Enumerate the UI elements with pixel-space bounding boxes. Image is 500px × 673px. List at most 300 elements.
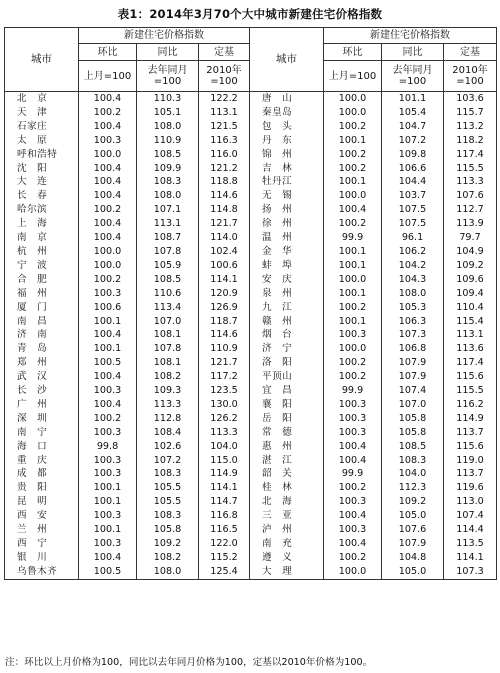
left-mom-cell: 100.3 — [79, 384, 137, 398]
left-base-cell: 121.5 — [199, 120, 250, 134]
left-base-cell: 116.8 — [199, 509, 250, 523]
left-mom-cell: 100.4 — [79, 231, 137, 245]
table-row — [5, 245, 497, 259]
left-city-cell: 呼和浩特 — [5, 148, 79, 162]
table-row — [5, 398, 497, 412]
right-mom-cell: 100.0 — [324, 273, 382, 287]
right-mom-cell: 100.4 — [324, 203, 382, 217]
right-mom-cell: 99.9 — [324, 384, 382, 398]
right-mom-cell: 100.2 — [324, 217, 382, 231]
right-city-cell: 包 头 — [250, 120, 324, 134]
right-base-cell: 114.4 — [444, 523, 497, 537]
right-mom-cell: 100.1 — [324, 287, 382, 301]
right-mom-cell: 100.2 — [324, 481, 382, 495]
right-base-cell: 112.7 — [444, 203, 497, 217]
left-yoy-cell: 110.6 — [137, 287, 199, 301]
right-base-cell: 118.2 — [444, 134, 497, 148]
right-mom-cell: 100.1 — [324, 134, 382, 148]
left-yoy-cell: 107.2 — [137, 454, 199, 468]
right-base-cell: 109.6 — [444, 273, 497, 287]
right-yoy-cell: 107.9 — [382, 537, 444, 551]
table-row — [5, 384, 497, 398]
right-base-cell: 107.6 — [444, 189, 497, 203]
left-mom-cell: 100.4 — [79, 551, 137, 565]
right-yoy-cell: 104.2 — [382, 259, 444, 273]
left-base-cell: 114.0 — [199, 231, 250, 245]
right-mom-cell: 99.9 — [324, 231, 382, 245]
left-city-cell: 福 州 — [5, 287, 79, 301]
right-base-cell: 115.7 — [444, 106, 497, 120]
right-yoy-cell: 107.5 — [382, 203, 444, 217]
right-yoy-cell: 108.5 — [382, 440, 444, 454]
right-base-cell: 113.7 — [444, 426, 497, 440]
right-mom-cell: 100.3 — [324, 495, 382, 509]
table-row — [5, 454, 497, 468]
right-base-cell: 113.3 — [444, 175, 497, 189]
left-yoy-cell: 110.3 — [137, 92, 199, 106]
right-base-cell: 119.0 — [444, 454, 497, 468]
left-yoy-cell: 110.9 — [137, 134, 199, 148]
left-city-cell: 银 川 — [5, 551, 79, 565]
left-city-cell: 宁 波 — [5, 259, 79, 273]
right-city-cell: 锦 州 — [250, 148, 324, 162]
table-row — [5, 537, 497, 551]
left-mom-cell: 100.0 — [79, 148, 137, 162]
right-yoy-cell: 106.6 — [382, 162, 444, 176]
left-base-cell: 123.5 — [199, 384, 250, 398]
left-city-cell: 济 南 — [5, 328, 79, 342]
right-base-cell: 113.5 — [444, 537, 497, 551]
table-row — [5, 120, 497, 134]
table-row — [5, 551, 497, 565]
right-base-cell: 115.5 — [444, 384, 497, 398]
yoy-header-left: 同比 — [137, 44, 199, 61]
right-city-cell: 蚌 埠 — [250, 259, 324, 273]
left-city-cell: 兰 州 — [5, 523, 79, 537]
right-mom-cell: 100.2 — [324, 370, 382, 384]
city-header-right: 城市 — [250, 28, 324, 92]
right-mom-cell: 100.2 — [324, 148, 382, 162]
right-yoy-cell: 101.1 — [382, 92, 444, 106]
yoy-header-right: 同比 — [382, 44, 444, 61]
left-yoy-cell: 102.6 — [137, 440, 199, 454]
left-yoy-cell: 108.3 — [137, 175, 199, 189]
table-row — [5, 426, 497, 440]
table-row — [5, 301, 497, 315]
table-row — [5, 342, 497, 356]
left-city-cell: 大 连 — [5, 175, 79, 189]
right-yoy-cell: 105.0 — [382, 509, 444, 523]
right-city-cell: 安 庆 — [250, 273, 324, 287]
left-city-cell: 北 京 — [5, 92, 79, 106]
left-base-cell: 114.6 — [199, 189, 250, 203]
right-base-cell: 114.9 — [444, 412, 497, 426]
left-yoy-cell: 109.3 — [137, 384, 199, 398]
right-base-cell: 109.4 — [444, 287, 497, 301]
right-city-cell: 烟 台 — [250, 328, 324, 342]
right-mom-cell: 100.3 — [324, 523, 382, 537]
right-city-cell: 惠 州 — [250, 440, 324, 454]
price-index-table — [4, 27, 497, 580]
left-mom-cell: 100.0 — [79, 245, 137, 259]
left-city-cell: 沈 阳 — [5, 162, 79, 176]
left-base-cell: 121.2 — [199, 162, 250, 176]
left-mom-cell: 99.8 — [79, 440, 137, 454]
right-base-cell: 107.4 — [444, 509, 497, 523]
left-yoy-cell: 108.3 — [137, 467, 199, 481]
left-yoy-cell: 107.0 — [137, 315, 199, 329]
right-base-cell: 113.2 — [444, 120, 497, 134]
right-city-cell: 无 锡 — [250, 189, 324, 203]
right-city-cell: 襄 阳 — [250, 398, 324, 412]
table-row — [5, 370, 497, 384]
table-row — [5, 440, 497, 454]
right-yoy-cell: 107.0 — [382, 398, 444, 412]
left-base-cell: 114.6 — [199, 328, 250, 342]
right-yoy-cell: 104.7 — [382, 120, 444, 134]
table-row — [5, 162, 497, 176]
right-mom-cell: 100.2 — [324, 356, 382, 370]
left-base-cell: 114.1 — [199, 273, 250, 287]
left-mom-cell: 100.5 — [79, 356, 137, 370]
right-base-cell: 107.3 — [444, 565, 497, 579]
left-mom-cell: 100.6 — [79, 301, 137, 315]
right-base-cell: 113.0 — [444, 495, 497, 509]
right-yoy-cell: 107.2 — [382, 134, 444, 148]
index-group-header-right: 新建住宅价格指数 — [324, 28, 497, 44]
left-city-cell: 西 宁 — [5, 537, 79, 551]
right-mom-cell: 100.3 — [324, 412, 382, 426]
right-yoy-cell: 104.8 — [382, 551, 444, 565]
right-base-cell: 113.1 — [444, 328, 497, 342]
left-base-cell: 110.9 — [199, 342, 250, 356]
left-yoy-cell: 107.8 — [137, 245, 199, 259]
right-yoy-cell: 107.5 — [382, 217, 444, 231]
right-city-cell: 三 亚 — [250, 509, 324, 523]
mom-header-left: 环比 — [79, 44, 137, 61]
left-city-cell: 西 安 — [5, 509, 79, 523]
table-row — [5, 467, 497, 481]
right-yoy-cell: 107.3 — [382, 328, 444, 342]
right-yoy-cell: 108.3 — [382, 454, 444, 468]
right-mom-cell: 100.0 — [324, 189, 382, 203]
right-yoy-cell: 107.9 — [382, 370, 444, 384]
city-header-left: 城市 — [5, 28, 79, 92]
mom-header-right: 环比 — [324, 44, 382, 61]
left-city-cell: 乌鲁木齐 — [5, 565, 79, 579]
left-base-cell: 117.2 — [199, 370, 250, 384]
left-city-cell: 昆 明 — [5, 495, 79, 509]
right-yoy-cell: 107.4 — [382, 384, 444, 398]
left-city-cell: 南 京 — [5, 231, 79, 245]
right-yoy-cell: 104.4 — [382, 175, 444, 189]
table-row — [5, 106, 497, 120]
right-base-cell: 104.9 — [444, 245, 497, 259]
left-base-cell: 115.2 — [199, 551, 250, 565]
right-base-cell: 113.6 — [444, 342, 497, 356]
table-row — [5, 231, 497, 245]
right-city-cell: 赣 州 — [250, 315, 324, 329]
left-mom-cell: 100.4 — [79, 189, 137, 203]
left-mom-cell: 100.3 — [79, 509, 137, 523]
table-row — [5, 273, 497, 287]
right-city-cell: 牡丹江 — [250, 175, 324, 189]
left-yoy-cell: 108.5 — [137, 148, 199, 162]
left-mom-cell: 100.3 — [79, 287, 137, 301]
right-city-cell: 丹 东 — [250, 134, 324, 148]
right-base-cell: 117.4 — [444, 356, 497, 370]
left-base-cell: 116.3 — [199, 134, 250, 148]
right-yoy-cell: 108.0 — [382, 287, 444, 301]
left-base-cell: 113.3 — [199, 426, 250, 440]
left-city-cell: 天 津 — [5, 106, 79, 120]
left-mom-cell: 100.3 — [79, 454, 137, 468]
left-yoy-cell: 108.2 — [137, 551, 199, 565]
right-mom-cell: 100.4 — [324, 537, 382, 551]
left-base-cell: 104.0 — [199, 440, 250, 454]
right-city-cell: 泉 州 — [250, 287, 324, 301]
right-yoy-cell: 104.3 — [382, 273, 444, 287]
right-base-cell: 117.4 — [444, 148, 497, 162]
right-mom-cell: 100.2 — [324, 162, 382, 176]
table-row — [5, 175, 497, 189]
right-yoy-cell: 105.3 — [382, 301, 444, 315]
right-city-cell: 宜 昌 — [250, 384, 324, 398]
table-row — [5, 92, 497, 106]
left-yoy-cell: 108.0 — [137, 120, 199, 134]
left-base-cell: 113.1 — [199, 106, 250, 120]
right-city-cell: 遵 义 — [250, 551, 324, 565]
right-base-cell: 119.6 — [444, 481, 497, 495]
left-city-cell: 海 口 — [5, 440, 79, 454]
right-yoy-cell: 103.7 — [382, 189, 444, 203]
left-mom-cell: 100.4 — [79, 217, 137, 231]
table-row — [5, 509, 497, 523]
right-city-cell: 大 理 — [250, 565, 324, 579]
right-base-cell: 114.1 — [444, 551, 497, 565]
left-yoy-cell: 105.5 — [137, 481, 199, 495]
left-base-cell: 100.6 — [199, 259, 250, 273]
right-base-cell: 109.2 — [444, 259, 497, 273]
right-city-cell: 九 江 — [250, 301, 324, 315]
right-yoy-cell: 106.3 — [382, 315, 444, 329]
table-row — [5, 287, 497, 301]
left-mom-cell: 100.0 — [79, 259, 137, 273]
index-group-header-left: 新建住宅价格指数 — [79, 28, 250, 44]
left-mom-cell: 100.1 — [79, 523, 137, 537]
right-mom-cell: 100.0 — [324, 342, 382, 356]
left-yoy-cell: 108.0 — [137, 565, 199, 579]
left-city-cell: 广 州 — [5, 398, 79, 412]
left-city-cell: 成 都 — [5, 467, 79, 481]
table-row — [5, 134, 497, 148]
right-mom-cell: 100.4 — [324, 454, 382, 468]
left-yoy-cell: 108.1 — [137, 356, 199, 370]
right-city-cell: 济 宁 — [250, 342, 324, 356]
table-title: 表1：2014年3月70个大中城市新建住宅价格指数 — [117, 7, 383, 21]
right-yoy-cell: 105.8 — [382, 426, 444, 440]
right-city-cell: 平顶山 — [250, 370, 324, 384]
left-base-cell: 114.8 — [199, 203, 250, 217]
left-yoy-cell: 108.1 — [137, 328, 199, 342]
left-base-cell: 126.9 — [199, 301, 250, 315]
left-mom-cell: 100.4 — [79, 162, 137, 176]
left-yoy-cell: 112.8 — [137, 412, 199, 426]
right-mom-cell: 100.1 — [324, 259, 382, 273]
left-base-cell: 116.5 — [199, 523, 250, 537]
right-mom-cell: 100.2 — [324, 551, 382, 565]
table-header — [5, 28, 497, 92]
right-yoy-cell: 106.8 — [382, 342, 444, 356]
left-yoy-cell: 105.5 — [137, 495, 199, 509]
left-city-cell: 南 昌 — [5, 315, 79, 329]
right-base-cell: 113.9 — [444, 217, 497, 231]
left-yoy-cell: 113.1 — [137, 217, 199, 231]
right-city-cell: 桂 林 — [250, 481, 324, 495]
left-mom-cell: 100.2 — [79, 273, 137, 287]
right-mom-cell: 100.1 — [324, 315, 382, 329]
right-yoy-cell: 105.0 — [382, 565, 444, 579]
left-city-cell: 厦 门 — [5, 301, 79, 315]
right-base-cell: 113.7 — [444, 467, 497, 481]
left-base-cell: 116.0 — [199, 148, 250, 162]
left-base-cell: 102.4 — [199, 245, 250, 259]
table-row — [5, 203, 497, 217]
right-city-cell: 秦皇岛 — [250, 106, 324, 120]
left-base-cell: 122.2 — [199, 92, 250, 106]
right-mom-cell: 100.2 — [324, 301, 382, 315]
right-mom-cell: 100.4 — [324, 509, 382, 523]
left-mom-cell: 100.3 — [79, 467, 137, 481]
mom-base-right: 上月=100 — [324, 61, 382, 92]
left-base-cell: 114.1 — [199, 481, 250, 495]
right-base-cell: 115.6 — [444, 370, 497, 384]
left-mom-cell: 100.4 — [79, 120, 137, 134]
left-mom-cell: 100.5 — [79, 565, 137, 579]
table-row — [5, 148, 497, 162]
left-yoy-cell: 108.4 — [137, 426, 199, 440]
left-city-cell: 郑 州 — [5, 356, 79, 370]
right-yoy-cell: 105.8 — [382, 412, 444, 426]
left-base-cell: 118.7 — [199, 315, 250, 329]
left-yoy-cell: 108.3 — [137, 509, 199, 523]
table-row — [5, 189, 497, 203]
left-city-cell: 上 海 — [5, 217, 79, 231]
left-city-cell: 青 岛 — [5, 342, 79, 356]
left-yoy-cell: 105.8 — [137, 523, 199, 537]
left-yoy-cell: 108.0 — [137, 189, 199, 203]
table-row — [5, 328, 497, 342]
left-yoy-cell: 109.9 — [137, 162, 199, 176]
left-yoy-cell: 105.9 — [137, 259, 199, 273]
left-mom-cell: 100.4 — [79, 175, 137, 189]
table-row — [5, 259, 497, 273]
left-base-cell: 118.8 — [199, 175, 250, 189]
right-city-cell: 唐 山 — [250, 92, 324, 106]
left-yoy-cell: 113.4 — [137, 301, 199, 315]
left-mom-cell: 100.1 — [79, 481, 137, 495]
base-header-right: 定基 — [444, 44, 497, 61]
left-city-cell: 南 宁 — [5, 426, 79, 440]
right-mom-cell: 100.2 — [324, 120, 382, 134]
left-mom-cell: 100.1 — [79, 315, 137, 329]
left-base-cell: 121.7 — [199, 356, 250, 370]
left-city-cell: 武 汉 — [5, 370, 79, 384]
base-base-right: 2010年=100 — [444, 61, 497, 92]
right-mom-cell: 100.3 — [324, 426, 382, 440]
left-city-cell: 石家庄 — [5, 120, 79, 134]
left-mom-cell: 100.3 — [79, 426, 137, 440]
right-city-cell: 韶 关 — [250, 467, 324, 481]
right-mom-cell: 100.1 — [324, 245, 382, 259]
mom-base-left: 上月=100 — [79, 61, 137, 92]
table-row — [5, 217, 497, 231]
left-city-cell: 贵 阳 — [5, 481, 79, 495]
right-yoy-cell: 109.2 — [382, 495, 444, 509]
left-yoy-cell: 113.3 — [137, 398, 199, 412]
right-yoy-cell: 112.3 — [382, 481, 444, 495]
left-mom-cell: 100.1 — [79, 342, 137, 356]
left-base-cell: 122.0 — [199, 537, 250, 551]
right-mom-cell: 99.9 — [324, 467, 382, 481]
base-base-left: 2010年=100 — [199, 61, 250, 92]
yoy-base-right: 去年同月=100 — [382, 61, 444, 92]
left-yoy-cell: 107.8 — [137, 342, 199, 356]
left-mom-cell: 100.2 — [79, 106, 137, 120]
table-row — [5, 412, 497, 426]
right-city-cell: 吉 林 — [250, 162, 324, 176]
right-city-cell: 南 充 — [250, 537, 324, 551]
base-header-left: 定基 — [199, 44, 250, 61]
left-mom-cell: 100.2 — [79, 412, 137, 426]
right-city-cell: 湛 江 — [250, 454, 324, 468]
table-row — [5, 495, 497, 509]
right-base-cell: 116.2 — [444, 398, 497, 412]
right-city-cell: 常 德 — [250, 426, 324, 440]
left-base-cell: 114.7 — [199, 495, 250, 509]
right-mom-cell: 100.0 — [324, 565, 382, 579]
yoy-base-left: 去年同月=100 — [137, 61, 199, 92]
right-city-cell: 洛 阳 — [250, 356, 324, 370]
right-base-cell: 110.4 — [444, 301, 497, 315]
table-row — [5, 565, 497, 579]
left-base-cell: 120.9 — [199, 287, 250, 301]
left-city-cell: 太 原 — [5, 134, 79, 148]
table-body — [5, 92, 497, 580]
left-yoy-cell: 105.1 — [137, 106, 199, 120]
left-mom-cell: 100.4 — [79, 370, 137, 384]
right-city-cell: 徐 州 — [250, 217, 324, 231]
footnote: 注：环比以上月价格为100，同比以去年同月价格为100，定基以2010年价格为100。 — [5, 657, 373, 668]
left-city-cell: 长 春 — [5, 189, 79, 203]
left-mom-cell: 100.2 — [79, 203, 137, 217]
right-mom-cell: 100.3 — [324, 328, 382, 342]
right-city-cell: 泸 州 — [250, 523, 324, 537]
left-yoy-cell: 108.7 — [137, 231, 199, 245]
left-yoy-cell: 108.2 — [137, 370, 199, 384]
right-city-cell: 金 华 — [250, 245, 324, 259]
left-mom-cell: 100.3 — [79, 134, 137, 148]
right-base-cell: 115.4 — [444, 315, 497, 329]
left-yoy-cell: 109.2 — [137, 537, 199, 551]
left-mom-cell: 100.4 — [79, 328, 137, 342]
left-base-cell: 130.0 — [199, 398, 250, 412]
right-yoy-cell: 96.1 — [382, 231, 444, 245]
right-city-cell: 北 海 — [250, 495, 324, 509]
right-base-cell: 115.5 — [444, 162, 497, 176]
right-yoy-cell: 109.8 — [382, 148, 444, 162]
left-yoy-cell: 107.1 — [137, 203, 199, 217]
